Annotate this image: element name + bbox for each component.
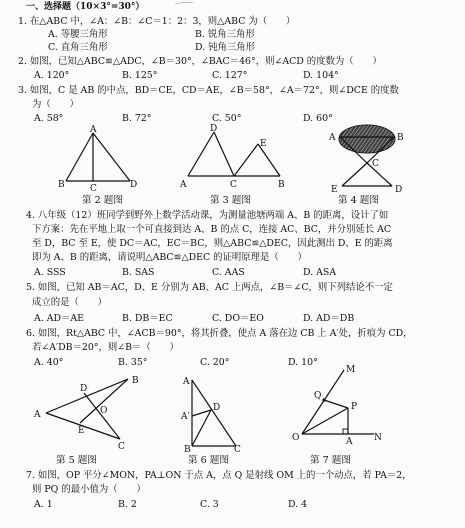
q2-option-c: C. 127°	[212, 70, 248, 81]
fig4-label-a: A	[329, 133, 336, 143]
q4-line4: 即为 A、B 的距离，请说明△ABC≌△DEC 的证明原理是（ ）	[32, 252, 307, 263]
section-title: 一、选择题（10×3°=30°）	[26, 2, 145, 12]
fig2-label-b: B	[58, 180, 65, 190]
q1-option-d: D. 钝角三角形	[195, 42, 256, 53]
q5-option-a: A. AD＝AE	[34, 313, 85, 324]
q1-stem: 1. 在△ABC 中，∠A：∠B：∠C＝1：2：3，则△ABC 为（ ）	[18, 16, 296, 27]
fig6-label-d: D	[213, 403, 221, 413]
q5-line2: 成立的是（ ）	[32, 297, 108, 308]
figure-2	[50, 124, 150, 194]
fig6-label-a: A	[183, 377, 190, 387]
q5-line1: 5. 如图，已知 AB＝AC，D、E 分别为 AB、AC 上两点，∠B＝∠C，则下列结论不一定	[26, 282, 393, 293]
q6-option-c: C. 20°	[200, 357, 230, 368]
q7-line1: 7. 如图，OP 平分∠MON，PA⊥ON 于点 A，点 Q 是射线 OM 上的一个动点，若 PA＝2，	[26, 470, 412, 481]
q2-option-d: D. 104°	[303, 70, 339, 81]
fig6-label-c: C	[234, 445, 241, 452]
q7-line2: 则 PQ 的最小值为（ ）	[32, 484, 146, 495]
q3-option-b: B. 72°	[122, 113, 152, 124]
q3-option-d: D. 60°	[303, 113, 333, 124]
fig7-label-n: N	[374, 433, 382, 443]
q5-option-b: B. DB＝EC	[122, 313, 173, 324]
q7-option-a: A. 1	[34, 499, 53, 510]
q5-option-d: D. AD＝DB	[303, 313, 355, 324]
fig3-label-d: D	[210, 124, 218, 134]
q1-option-b: B. 锐角三角形	[195, 29, 255, 40]
q6-line1: 6. 如图，Rt△ABC 中，∠ACB＝90°，将其折叠，使点 A 落在边 CB 上 A′处，折痕为 CD，	[26, 328, 413, 339]
q4-line3: 至 D，BC 至 E，使 DC＝AC，EC＝BC，则△ABC≌△DEC，因此测出 D、E 的距离	[32, 238, 393, 249]
q3-stem-line1: 3. 如图，C 是 AB 的中点，BD＝CE，CD＝AE，∠B＝58°，∠A＝72°，则∠DCE 的度数	[18, 85, 399, 96]
figure-4	[322, 118, 412, 196]
caption-fig2: 第 2 题图	[82, 195, 123, 206]
fig7-label-o: O	[292, 433, 300, 443]
caption-fig7: 第 7 题图	[310, 455, 351, 466]
fig3-label-e: E	[260, 139, 267, 149]
q3-stem-line2: 为（ ）	[32, 99, 79, 110]
q6-option-a: A. 40°	[34, 357, 64, 368]
q2-stem: 2. 如图，已知△ABC≌△ADC，∠B＝30°，∠BAC＝46°，则∠ACD 的度数为（ ）	[18, 56, 382, 67]
fig3-label-c: C	[230, 180, 237, 190]
caption-fig5: 第 5 题图	[56, 455, 97, 466]
fig7-label-m: M	[346, 365, 356, 375]
q7-option-b: B. 2	[118, 499, 137, 510]
q4-line2: 下方案：先在平地上取一个可直接到达 A、B 的点 C，连接 AC、BC，并分别延长 AC	[32, 224, 392, 235]
q3-option-a: A. 58°	[34, 113, 64, 124]
q7-option-c: C. 3	[200, 499, 219, 510]
fig7-label-q: Q	[314, 391, 322, 401]
fig3-label-b: B	[278, 180, 285, 190]
fig5-label-a: A	[34, 410, 41, 420]
caption-fig6: 第 6 题图	[188, 455, 229, 466]
fig4-label-e: E	[331, 185, 338, 195]
fig2-label-c: C	[90, 184, 97, 194]
q3-option-c: C. 50°	[212, 113, 242, 124]
q2-option-b: B. 125°	[122, 70, 158, 81]
fig7-label-a: A	[346, 437, 353, 447]
q7-option-d: D. 4	[288, 499, 308, 510]
q5-option-c: C. DO＝EO	[212, 313, 264, 324]
figure-5	[32, 371, 148, 453]
figure-6	[180, 372, 242, 452]
q4-option-a: A. SSS	[34, 267, 66, 278]
q6-option-b: B. 35°	[118, 357, 148, 368]
fig5-label-c: C	[118, 442, 125, 452]
fig7-label-p: P	[351, 402, 358, 412]
figure-3	[180, 124, 290, 194]
figure-7	[286, 364, 386, 450]
fig4-label-d: D	[395, 185, 403, 195]
q4-option-c: C. AAS	[212, 267, 245, 278]
fig6-label-a-prime: A′	[181, 412, 190, 422]
q1-option-a: A. 等腰三角形	[48, 29, 108, 40]
fig5-label-b: B	[132, 376, 139, 386]
fig4-label-c: C	[372, 159, 379, 169]
fig5-label-d: D	[80, 384, 88, 394]
fig5-label-e: E	[78, 426, 85, 436]
caption-fig3: 第 3 题图	[210, 195, 251, 206]
cropped-fragment: …——	[175, 0, 193, 6]
q1-option-c: C. 直角三角形	[48, 42, 108, 53]
fig2-label-d: D	[130, 180, 138, 190]
fig3-label-a: A	[180, 180, 187, 190]
caption-fig4: 第 4 题图	[338, 195, 379, 206]
fig5-label-o: O	[100, 406, 108, 416]
fig2-label-a: A	[90, 125, 97, 135]
q4-option-d: D. ASA	[303, 267, 337, 278]
fig4-label-b: B	[397, 133, 404, 143]
fig6-label-b: B	[184, 445, 191, 452]
q4-option-b: B. SAS	[122, 267, 155, 278]
q4-line1: 4. 八年级（12）班同学到野外上数学活动课，为测量池塘两端 A、B 的距离，设计了如	[26, 210, 389, 221]
q6-line2: 若∠A′DB＝20°，则∠B＝（ ）	[32, 342, 179, 353]
q6-option-d: D. 10°	[288, 357, 318, 368]
q2-option-a: A. 120°	[34, 70, 70, 81]
